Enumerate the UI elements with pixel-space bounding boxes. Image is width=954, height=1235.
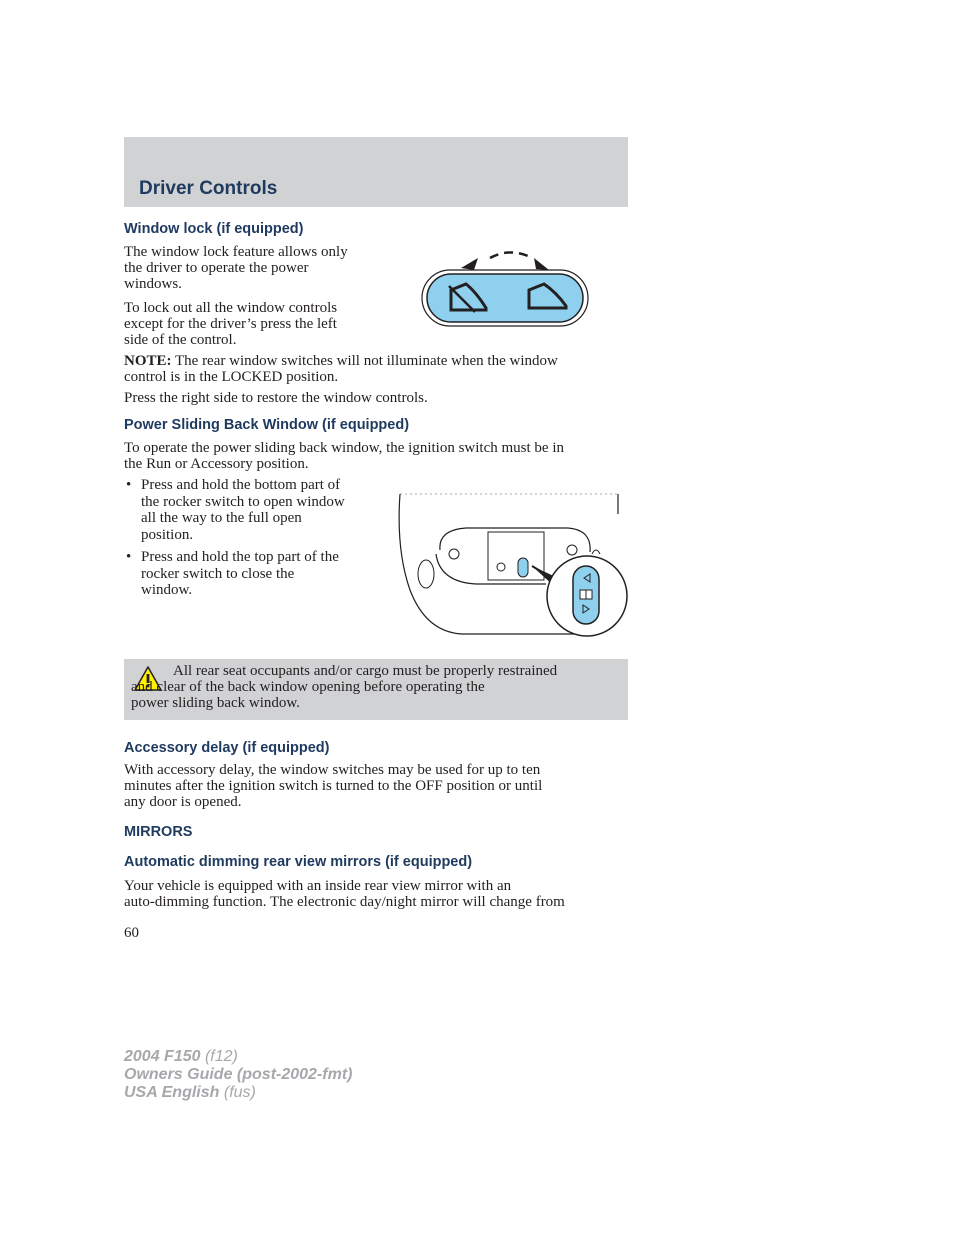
overhead-console-illustration [396, 490, 632, 640]
auto-dimming-mirrors-heading: Automatic dimming rear view mirrors (if equipped) [124, 854, 473, 870]
bullet-icon: • [126, 477, 132, 493]
window-lock-heading: Window lock (if equipped) [124, 221, 304, 237]
warning-box [124, 659, 628, 720]
warning-text: All rear seat occupants and/or cargo must be properly restrained and clear of the back window opening before operating the power sliding back window. [131, 663, 558, 711]
bullet-item: • Press and hold the top part of the rocker switch to close the window. [126, 549, 339, 598]
section-title: Driver Controls [139, 178, 278, 199]
window-lock-paragraph-2: To lock out all the window controls except for the driver’s press the left side of the control. [124, 300, 338, 348]
mirrors-paragraph: Your vehicle is equipped with an inside rear view mirror with an auto-dimming function. The electronic day/night mirror will change from [124, 878, 565, 910]
accessory-delay-heading: Accessory delay (if equipped) [124, 740, 330, 756]
sliding-window-intro: To operate the power sliding back window, the ignition switch must be in the Run or Accessory position. [124, 440, 564, 472]
window-lock-note: NOTE: The rear window switches will not illuminate when the window control is in the LOCKED position. [124, 353, 558, 385]
section-header-band [124, 137, 628, 207]
mirrors-heading: MIRRORS [124, 824, 193, 840]
document-footer: 2004 F150 (f12) Owners Guide (post-2002-fmt) USA English (fus) [124, 1048, 353, 1101]
bullet-item: • Press and hold the bottom part of the rocker switch to open window all the way to the full open position. [126, 477, 345, 543]
rocker-switch-icon [573, 566, 599, 624]
sliding-window-heading: Power Sliding Back Window (if equipped) [124, 417, 410, 433]
accessory-delay-paragraph: With accessory delay, the window switches may be used for up to ten minutes after the ignition switch is turned to the OFF position or until any door is opened. [124, 762, 543, 810]
bullet-icon: • [126, 549, 132, 565]
window-lock-paragraph-1: The window lock feature allows only the driver to operate the power windows. [124, 244, 348, 292]
window-lock-switch-illustration [418, 246, 592, 330]
window-lock-restore-text: Press the right side to restore the window controls. [124, 390, 428, 406]
page-number: 60 [124, 925, 139, 941]
